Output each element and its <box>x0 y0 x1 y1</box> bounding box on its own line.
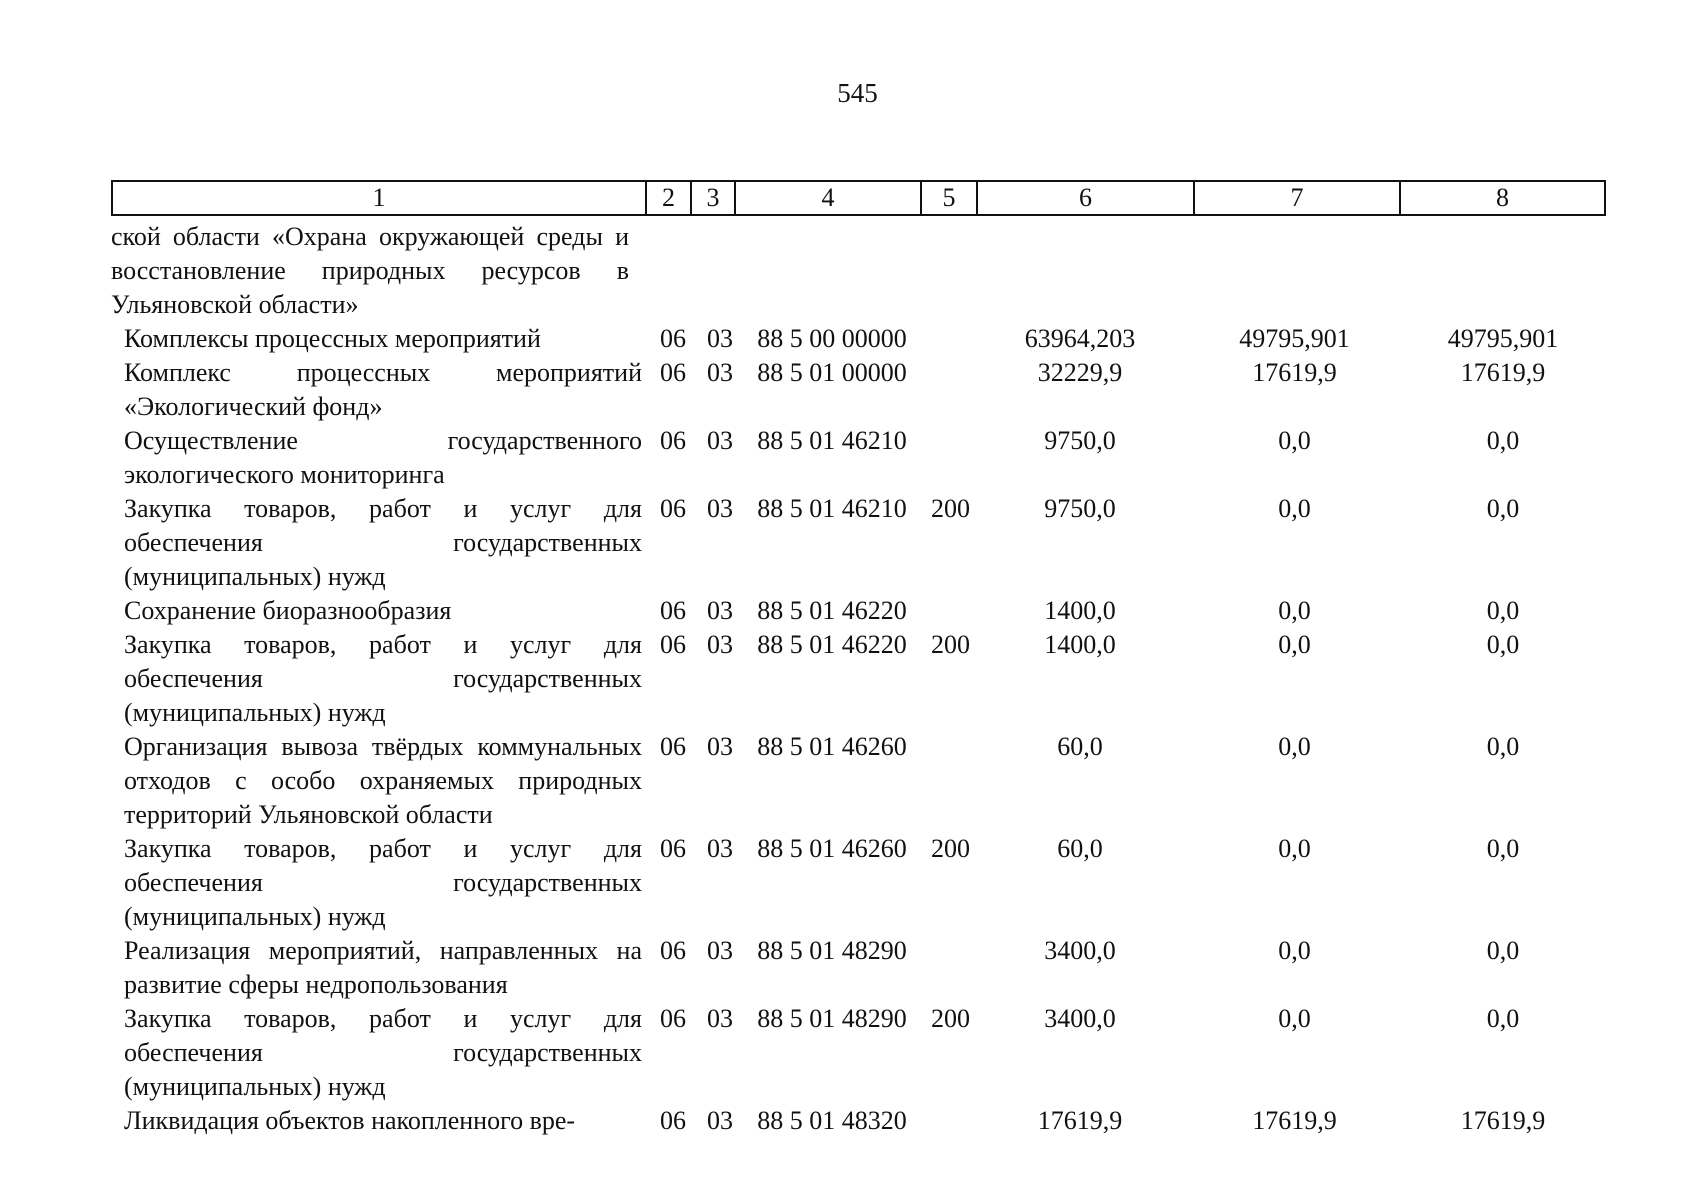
section-code: 06 <box>660 936 686 965</box>
amount-col-6: 60,0 <box>1057 834 1103 863</box>
column-header-table <box>111 180 1606 216</box>
table-row <box>111 356 1697 424</box>
section-code: 06 <box>660 426 686 455</box>
amount-col-8: 17619,9 <box>1460 1106 1546 1135</box>
row-description: Закупка товаров, работ и услуг для обеспечения государственных (муниципальных) нужд <box>124 494 642 591</box>
amount-col-6: 3400,0 <box>1044 936 1116 965</box>
subsection-code: 03 <box>707 324 733 353</box>
amount-col-7: 0,0 <box>1278 630 1311 659</box>
subsection-code: 03 <box>707 1004 733 1033</box>
target-article-code: 88 5 01 46210 <box>757 426 907 455</box>
column-header-4: 4 <box>735 181 921 215</box>
subsection-code: 03 <box>707 834 733 863</box>
amount-col-7: 0,0 <box>1278 494 1311 523</box>
amount-col-7: 49795,901 <box>1239 324 1350 353</box>
column-header-2: 2 <box>646 181 691 215</box>
section-code: 06 <box>660 630 686 659</box>
amount-col-7: 0,0 <box>1278 1004 1311 1033</box>
column-header-6: 6 <box>977 181 1194 215</box>
target-article-code: 88 5 01 48320 <box>757 1106 907 1135</box>
amount-col-7: 17619,9 <box>1252 358 1337 387</box>
table-row <box>111 934 1697 1002</box>
table-row <box>111 322 1697 356</box>
row-description: Ликвидация объектов накопленного вре- <box>124 1106 576 1135</box>
amount-col-7: 0,0 <box>1278 596 1311 625</box>
table-row <box>111 492 1697 594</box>
table-row <box>111 220 1697 322</box>
section-code: 06 <box>660 732 686 761</box>
amount-col-8: 0,0 <box>1486 834 1520 863</box>
column-header-5: 5 <box>921 181 977 215</box>
row-description: Комплексы процессных мероприятий <box>124 324 541 353</box>
page-number: 545 <box>837 78 878 108</box>
amount-col-8: 0,0 <box>1486 596 1520 625</box>
amount-col-8: 0,0 <box>1486 1004 1520 1033</box>
target-article-code: 88 5 01 46220 <box>757 630 907 659</box>
amount-col-6: 9750,0 <box>1044 426 1116 455</box>
amount-col-7: 0,0 <box>1278 834 1311 863</box>
row-description: Закупка товаров, работ и услуг для обеспечения государственных (муниципальных) нужд <box>124 1004 642 1101</box>
target-article-code: 88 5 00 00000 <box>757 324 907 353</box>
subsection-code: 03 <box>707 936 733 965</box>
section-code: 06 <box>660 596 686 625</box>
column-header-row <box>112 181 1605 215</box>
amount-col-6: 1400,0 <box>1044 630 1116 659</box>
row-description: Сохранение биоразнообразия <box>124 596 452 625</box>
amount-col-6: 60,0 <box>1057 732 1103 761</box>
amount-col-8: 0,0 <box>1486 426 1520 455</box>
column-header-8: 8 <box>1400 181 1605 215</box>
row-description: Реализация мероприятий, направленных на развитие сферы недропользования <box>124 936 642 999</box>
budget-table-body <box>111 220 1697 1138</box>
column-header-7: 7 <box>1194 181 1400 215</box>
amount-col-6: 1400,0 <box>1044 596 1116 625</box>
amount-col-7: 0,0 <box>1278 936 1311 965</box>
section-code: 06 <box>660 324 686 353</box>
target-article-code: 88 5 01 46260 <box>757 732 907 761</box>
expense-type-code: 200 <box>931 494 970 523</box>
subsection-code: 03 <box>707 494 733 523</box>
amount-col-8: 0,0 <box>1486 494 1520 523</box>
amount-col-8: 49795,901 <box>1447 324 1559 353</box>
section-code: 06 <box>660 494 686 523</box>
table-row <box>111 832 1697 934</box>
column-header-3: 3 <box>691 181 735 215</box>
section-code: 06 <box>660 1004 686 1033</box>
table-row <box>111 628 1697 730</box>
row-description: Закупка товаров, работ и услуг для обеспечения государственных (муниципальных) нужд <box>124 834 642 931</box>
amount-col-6: 63964,203 <box>1024 324 1136 353</box>
row-description: Осуществление государственного экологического мониторинга <box>124 426 642 489</box>
amount-col-6: 3400,0 <box>1044 1004 1116 1033</box>
subsection-code: 03 <box>707 596 733 625</box>
target-article-code: 88 5 01 46220 <box>757 596 907 625</box>
expense-type-code: 200 <box>931 1004 970 1033</box>
table-row <box>111 730 1697 832</box>
amount-col-8: 0,0 <box>1486 732 1520 761</box>
expense-type-code: 200 <box>931 630 970 659</box>
section-code: 06 <box>660 834 686 863</box>
amount-col-8: 17619,9 <box>1460 358 1546 387</box>
subsection-code: 03 <box>707 1106 733 1135</box>
subsection-code: 03 <box>707 426 733 455</box>
amount-col-6: 32229,9 <box>1037 358 1123 387</box>
subsection-code: 03 <box>707 358 733 387</box>
expense-type-code: 200 <box>931 834 970 863</box>
target-article-code: 88 5 01 46260 <box>757 834 907 863</box>
table-row <box>111 1104 1697 1138</box>
row-description: Закупка товаров, работ и услуг для обеспечения государственных (муниципальных) нужд <box>124 630 642 727</box>
table-row <box>111 594 1697 628</box>
amount-col-8: 0,0 <box>1486 936 1520 965</box>
row-description: Организация вывоза твёрдых коммунальных отходов с особо охраняемых природных территорий Ульяновской области <box>124 732 642 829</box>
table-row <box>111 424 1697 492</box>
target-article-code: 88 5 01 46210 <box>757 494 907 523</box>
target-article-code: 88 5 01 48290 <box>757 1004 907 1033</box>
subsection-code: 03 <box>707 630 733 659</box>
amount-col-7: 0,0 <box>1278 426 1311 455</box>
amount-col-8: 0,0 <box>1486 630 1520 659</box>
table-row <box>111 1002 1697 1104</box>
amount-col-7: 0,0 <box>1278 732 1311 761</box>
amount-col-6: 9750,0 <box>1044 494 1116 523</box>
row-description: ской области «Охрана окружающей среды и восстановление природных ресурсов в Ульяновской области» <box>111 222 629 319</box>
subsection-code: 03 <box>707 732 733 761</box>
column-header-1: 1 <box>112 181 646 215</box>
target-article-code: 88 5 01 48290 <box>757 936 907 965</box>
section-code: 06 <box>660 1106 686 1135</box>
amount-col-7: 17619,9 <box>1252 1106 1337 1135</box>
row-description: Комплекс процессных мероприятий «Экологический фонд» <box>124 358 642 421</box>
target-article-code: 88 5 01 00000 <box>757 358 907 387</box>
amount-col-6: 17619,9 <box>1037 1106 1123 1135</box>
section-code: 06 <box>660 358 686 387</box>
